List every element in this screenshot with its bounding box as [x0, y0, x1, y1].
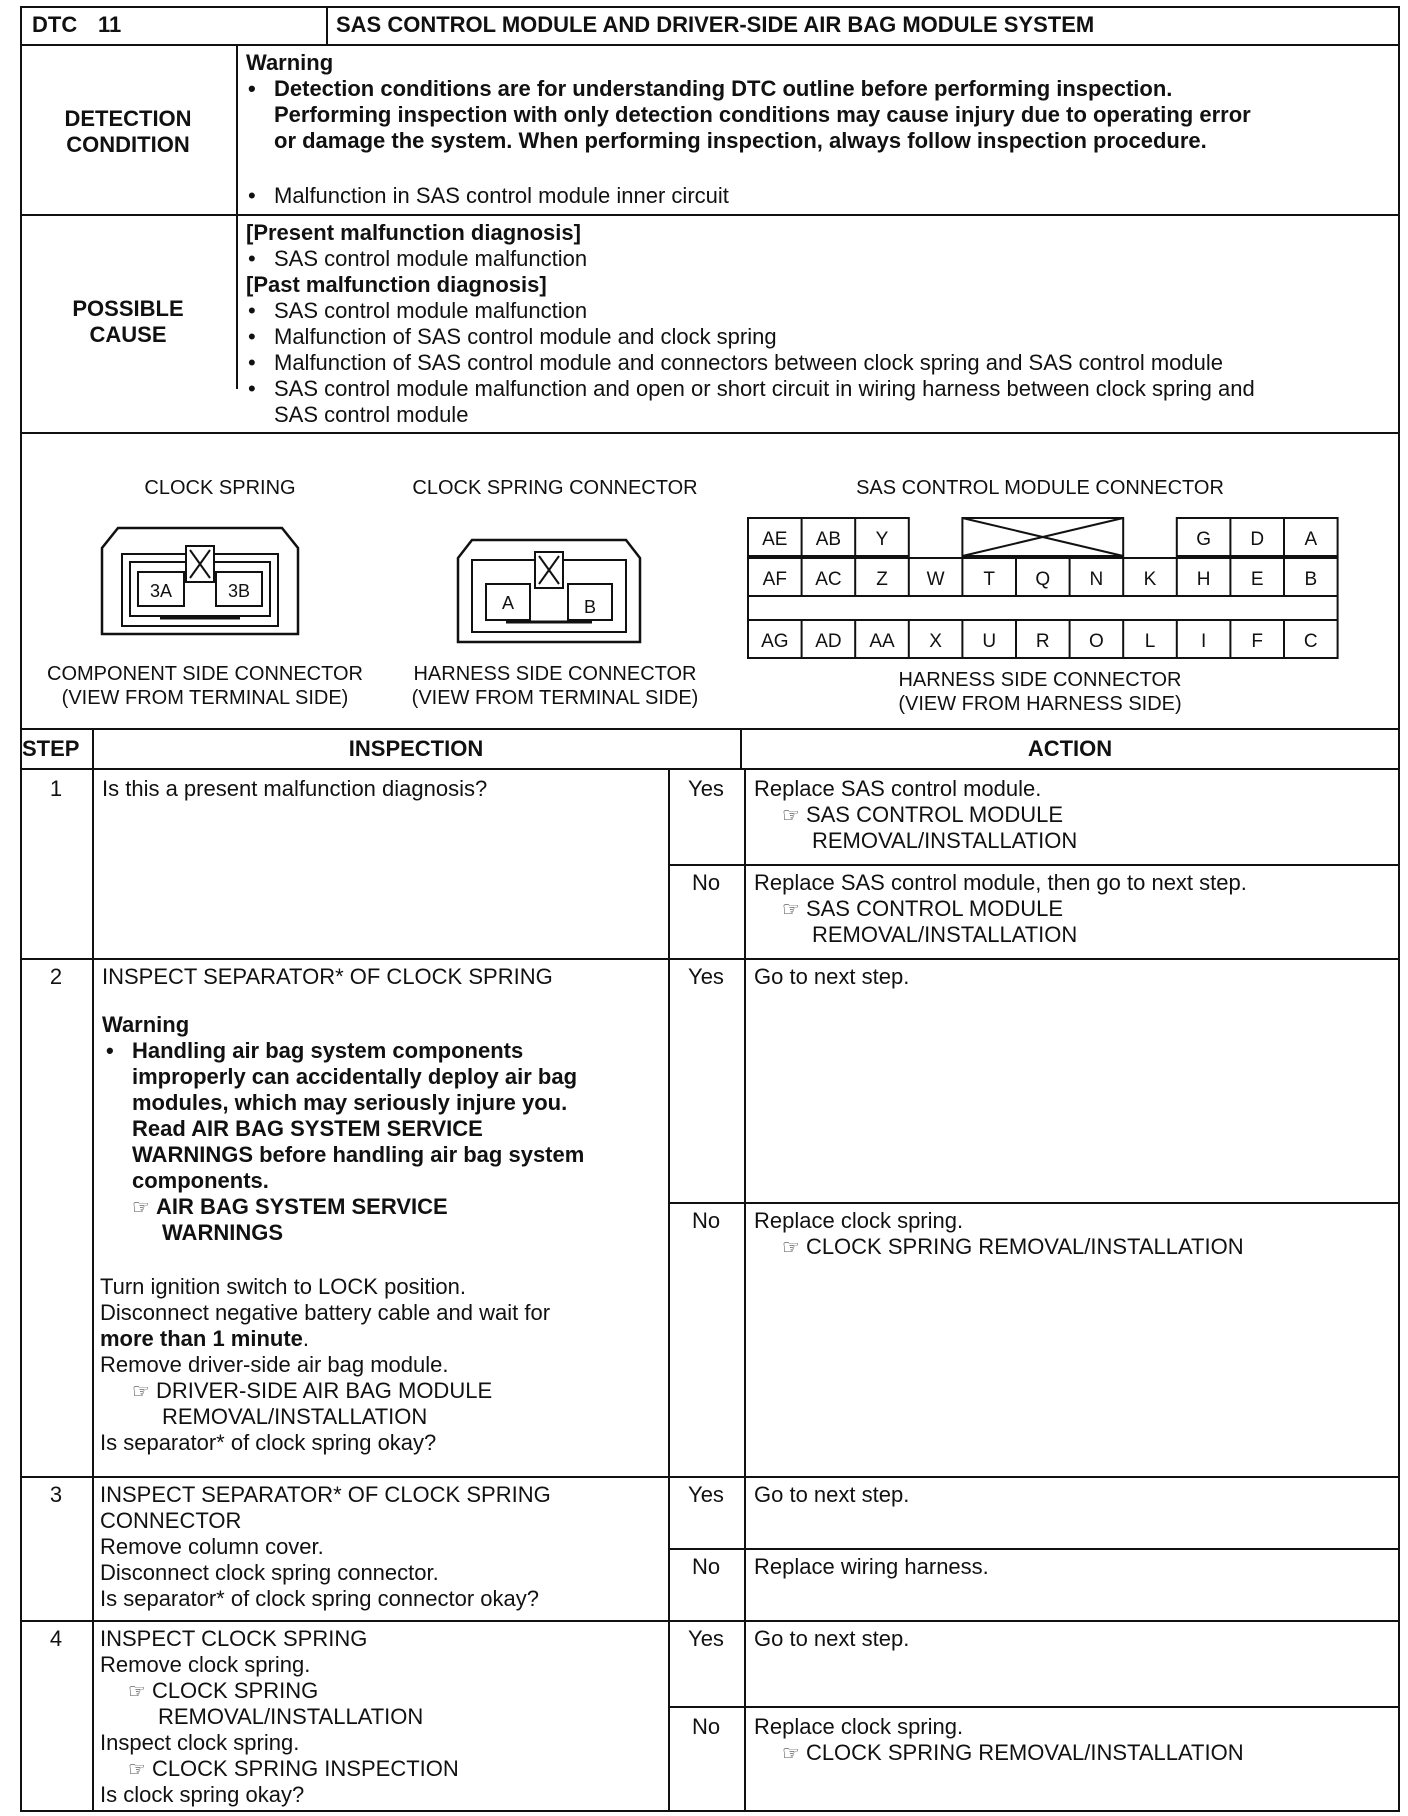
- yes-label: Yes: [688, 776, 724, 801]
- connector-pin-label: AG: [761, 631, 789, 652]
- reference-link[interactable]: ☞ AIR BAG SYSTEM SERVICE: [132, 1194, 448, 1221]
- section-rule: [20, 432, 1400, 434]
- reference-link[interactable]: ☞ SAS CONTROL MODULE: [782, 802, 1063, 829]
- section-rule: [20, 214, 1400, 216]
- procedure-text: Remove driver-side air bag module.: [100, 1352, 449, 1377]
- reference-link[interactable]: ☞ CLOCK SPRING REMOVAL/INSTALLATION: [782, 1234, 1244, 1261]
- connector-pin-label: F: [1251, 631, 1264, 652]
- clock-spring-connector-caption-2: (VIEW FROM TERMINAL SIDE): [411, 687, 699, 709]
- inspection-text: Is this a present malfunction diagnosis?: [102, 776, 488, 801]
- procedure-text: Inspect clock spring.: [100, 1730, 300, 1755]
- connector-pin-label: C: [1303, 631, 1318, 652]
- procedure-tail: .: [302, 1326, 310, 1351]
- reference-link[interactable]: ☞ SAS CONTROL MODULE: [782, 896, 1063, 923]
- bullet-icon: •: [248, 76, 256, 101]
- connector-pin-label: Z: [876, 569, 888, 590]
- procedure-text: [100, 1326, 309, 1352]
- label-column-divider: [236, 44, 238, 389]
- connector-pin-label: AB: [815, 529, 842, 550]
- reference-link[interactable]: ☞ CLOCK SPRING: [128, 1678, 318, 1705]
- clock-spring-connector-caption-1: HARNESS SIDE CONNECTOR: [413, 663, 697, 685]
- action-divider: [744, 1620, 746, 1812]
- inspection-title: INSPECT SEPARATOR* OF CLOCK SPRING: [102, 964, 553, 989]
- action-text: Go to next step.: [754, 964, 910, 989]
- sas-connector-title: SAS CONTROL MODULE CONNECTOR: [856, 477, 1224, 499]
- action-text: Replace SAS control module, then go to next step.: [754, 870, 1247, 895]
- dtc-label: DTC: [32, 12, 78, 37]
- connector-pin-label: O: [1089, 631, 1104, 652]
- connector-pin-label: K: [1143, 569, 1157, 590]
- connector-pin-label: G: [1196, 529, 1211, 550]
- connector-pin-label: Y: [875, 529, 889, 550]
- warning-text: components.: [132, 1168, 269, 1193]
- detection-warning-title: Warning: [246, 50, 334, 75]
- clock-spring-title: CLOCK SPRING: [144, 477, 296, 499]
- action-text: Replace wiring harness.: [754, 1554, 989, 1579]
- connector-pin-label: W: [926, 569, 945, 590]
- reference-link-cont[interactable]: REMOVAL/INSTALLATION: [158, 1704, 424, 1729]
- bullet-icon: •: [248, 376, 256, 401]
- reference-link[interactable]: ☞ CLOCK SPRING INSPECTION: [128, 1756, 459, 1783]
- service-manual-page: [20, 6, 1400, 1812]
- cause-item: SAS control module: [274, 402, 469, 427]
- connector-pin-label: R: [1035, 631, 1050, 652]
- cause-label-1: POSSIBLE: [72, 296, 184, 321]
- detection-warning-line: Performing inspection with only detection conditions may cause injury due to operating error: [274, 102, 1251, 127]
- column-header-step: STEP: [22, 736, 80, 761]
- connector-pin-label: L: [1144, 631, 1156, 652]
- procedure-text: Turn ignition switch to LOCK position.: [100, 1274, 467, 1299]
- action-divider: [744, 958, 746, 1476]
- warning-text: improperly can accidentally deploy air bag: [132, 1064, 578, 1089]
- dtc-code: 11: [98, 12, 122, 37]
- pin-label: 3B: [227, 581, 251, 601]
- step-number: 2: [49, 964, 63, 989]
- bullet-icon: •: [248, 246, 256, 271]
- reference-link-cont[interactable]: WARNINGS: [162, 1220, 283, 1245]
- bullet-icon: •: [248, 324, 256, 349]
- connector-pin-label: AF: [762, 569, 787, 590]
- connector-pin-label: Q: [1035, 569, 1051, 590]
- no-label: No: [691, 1554, 721, 1579]
- page-title: SAS CONTROL MODULE AND DRIVER-SIDE AIR BAG MODULE SYSTEM: [336, 12, 1095, 37]
- clock-spring-connector-drawing: [100, 526, 300, 638]
- procedure-question: Is clock spring okay?: [100, 1782, 305, 1807]
- step-number: 3: [49, 1482, 63, 1507]
- action-text: Replace SAS control module.: [754, 776, 1042, 801]
- table-top-rule: [20, 728, 1400, 730]
- no-label: No: [691, 1208, 721, 1233]
- yes-label: Yes: [688, 1482, 724, 1507]
- procedure-emphasis: more than 1 minute: [100, 1326, 303, 1351]
- connector-pin-label: AE: [762, 529, 788, 550]
- procedure-text: Disconnect clock spring connector.: [100, 1560, 439, 1585]
- header-divider: [326, 6, 328, 44]
- warning-text: modules, which may seriously injure you.: [132, 1090, 568, 1115]
- warning-text: Read AIR BAG SYSTEM SERVICE: [132, 1116, 483, 1141]
- action-divider: [744, 768, 746, 958]
- procedure-question: Is separator* of clock spring connector okay?: [100, 1586, 540, 1611]
- connector-pin-label: I: [1200, 631, 1207, 652]
- table-header-rule: [20, 768, 1400, 770]
- cause-item: Malfunction of SAS control module and connectors between clock spring and SAS control module: [274, 350, 1223, 375]
- pin-label: B: [583, 597, 597, 617]
- yesno-rule: [668, 1202, 1400, 1204]
- step-number: 4: [49, 1626, 63, 1651]
- sas-connector-caption-2: (VIEW FROM HARNESS SIDE): [898, 693, 1182, 715]
- pin-label: 3A: [149, 581, 173, 601]
- action-text: Go to next step.: [754, 1626, 910, 1651]
- connector-pin-label: AC: [815, 569, 842, 590]
- cause-item: SAS control module malfunction: [274, 246, 588, 271]
- reference-link[interactable]: ☞ DRIVER-SIDE AIR BAG MODULE: [132, 1378, 492, 1405]
- connector-pin-label: X: [929, 631, 942, 652]
- connector-pin-label: AD: [815, 631, 842, 652]
- cause-item: SAS control module malfunction and open or short circuit in wiring harness between clock spring and: [274, 376, 1255, 401]
- inspection-title: INSPECT SEPARATOR* OF CLOCK SPRING: [100, 1482, 551, 1507]
- action-text: Replace clock spring.: [754, 1208, 964, 1233]
- detection-warning-line: or damage the system. When performing inspection, always follow inspection procedure.: [274, 128, 1207, 153]
- connector-pin-label: U: [982, 631, 997, 652]
- step-number: 1: [49, 776, 63, 801]
- bullet-icon: •: [248, 350, 256, 375]
- detection-condition-text: Malfunction in SAS control module inner circuit: [274, 183, 729, 208]
- connector-pin-label: B: [1304, 569, 1318, 590]
- clock-spring-connector-title: CLOCK SPRING CONNECTOR: [412, 477, 698, 499]
- pin-label: A: [501, 593, 515, 613]
- procedure-question: Is separator* of clock spring okay?: [100, 1430, 437, 1455]
- warning-text: WARNINGS before handling air bag system: [132, 1142, 585, 1167]
- yes-label: Yes: [688, 964, 724, 989]
- clock-spring-harness-connector-drawing: [456, 538, 642, 646]
- column-header-action: ACTION: [1027, 736, 1113, 761]
- bullet-icon: •: [106, 1038, 114, 1063]
- yes-label: Yes: [688, 1626, 724, 1651]
- connector-pin-label: D: [1250, 529, 1265, 550]
- past-diagnosis-heading: [Past malfunction diagnosis]: [246, 272, 547, 297]
- bullet-icon: •: [248, 183, 256, 208]
- reference-link-cont[interactable]: REMOVAL/INSTALLATION: [812, 828, 1078, 853]
- step-rule: [20, 1476, 1400, 1478]
- reference-link-cont[interactable]: REMOVAL/INSTALLATION: [812, 922, 1078, 947]
- clock-spring-caption-1: COMPONENT SIDE CONNECTOR: [47, 663, 363, 685]
- action-text: Go to next step.: [754, 1482, 910, 1507]
- connector-pin-label: N: [1089, 569, 1104, 590]
- clock-spring-caption-2: (VIEW FROM TERMINAL SIDE): [61, 687, 349, 709]
- sas-connector-drawing: [740, 510, 1340, 660]
- yesno-rule: [668, 1706, 1400, 1708]
- connector-pin-label: E: [1250, 569, 1264, 590]
- detection-label-1: DETECTION: [64, 106, 192, 131]
- cause-label-2: CAUSE: [89, 322, 167, 347]
- reference-link-cont[interactable]: REMOVAL/INSTALLATION: [162, 1404, 428, 1429]
- inspection-title: INSPECT CLOCK SPRING: [100, 1626, 368, 1651]
- inspection-title: CONNECTOR: [100, 1508, 242, 1533]
- connector-pin-label: T: [983, 569, 996, 590]
- header-rule: [20, 44, 1400, 46]
- warning-text: Handling air bag system components: [132, 1038, 524, 1063]
- procedure-text: Disconnect negative battery cable and wait for: [100, 1300, 551, 1325]
- bullet-icon: •: [248, 298, 256, 323]
- cause-item: SAS control module malfunction: [274, 298, 588, 323]
- warning-title: Warning: [102, 1012, 190, 1037]
- yesno-rule: [668, 1548, 1400, 1550]
- reference-link[interactable]: ☞ CLOCK SPRING REMOVAL/INSTALLATION: [782, 1740, 1244, 1767]
- action-text: Replace clock spring.: [754, 1714, 964, 1739]
- cause-item: Malfunction of SAS control module and clock spring: [274, 324, 777, 349]
- connector-pin-label: H: [1196, 569, 1211, 590]
- step-rule: [20, 958, 1400, 960]
- column-header-inspection: INSPECTION: [348, 736, 484, 761]
- procedure-text: Remove column cover.: [100, 1534, 324, 1559]
- yesno-rule: [668, 864, 1400, 866]
- no-label: No: [691, 870, 721, 895]
- procedure-text: Remove clock spring.: [100, 1652, 311, 1677]
- detection-warning-line: Detection conditions are for understanding DTC outline before performing inspection.: [274, 76, 1173, 101]
- step-column-divider: [92, 728, 94, 1812]
- step-rule: [20, 1620, 1400, 1622]
- present-diagnosis-heading: [Present malfunction diagnosis]: [246, 220, 581, 245]
- no-label: No: [691, 1714, 721, 1739]
- sas-connector-caption-1: HARNESS SIDE CONNECTOR: [898, 669, 1182, 691]
- connector-pin-label: A: [1304, 529, 1318, 550]
- detection-label-2: CONDITION: [66, 132, 190, 157]
- connector-pin-label: AA: [869, 631, 895, 652]
